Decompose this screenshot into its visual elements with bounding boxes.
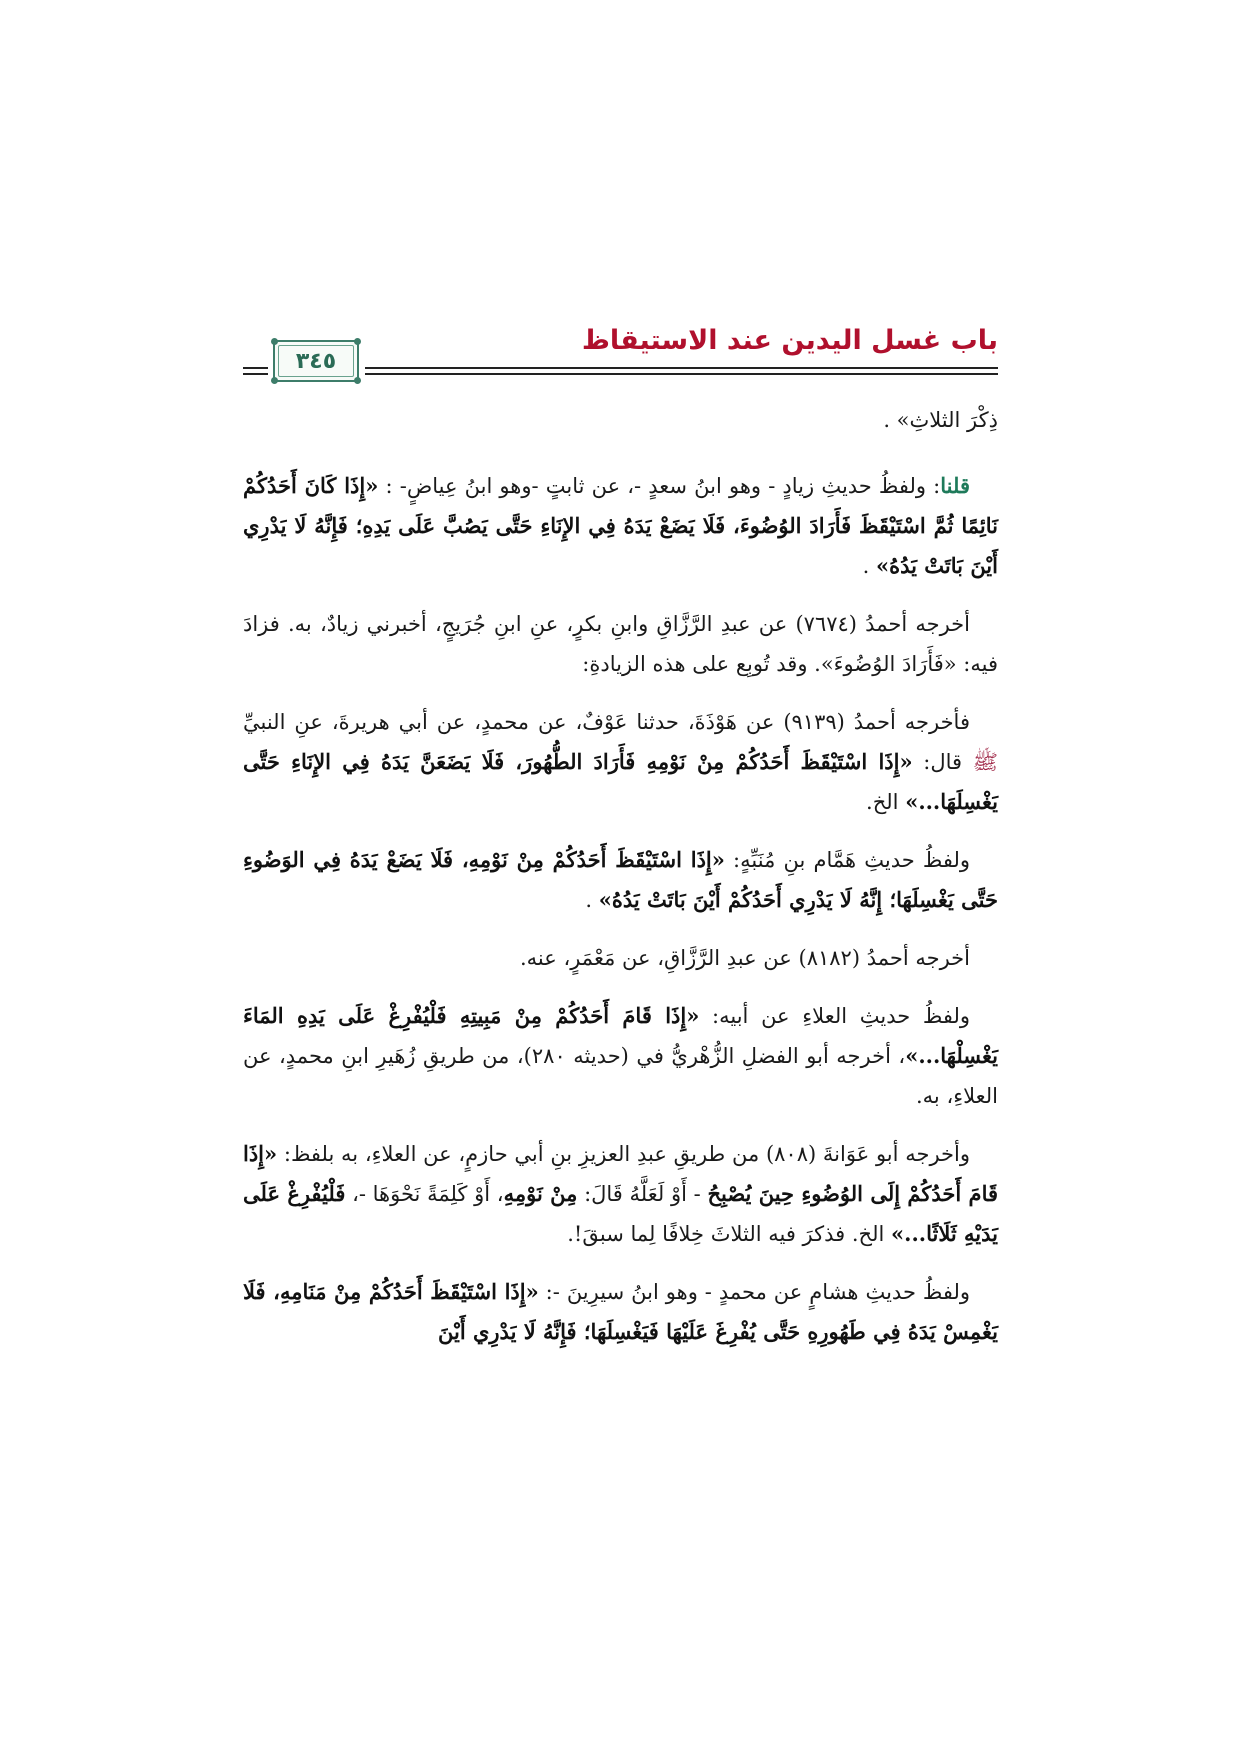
qulna-label: قلنا	[940, 473, 970, 498]
paragraph-text: .	[585, 888, 599, 912]
paragraph-text: أخرجه أحمدُ (٧٦٧٤) عن عبدِ الرَّزَّاقِ وابنِ بكرٍ، عنِ ابنِ جُرَيجٍ، أخبرني زيادٌ، به. فزادَ فيه: «فَأَرَادَ الوُضُوءَ». وقد تُوبِع على هذه الزيادةِ:	[243, 612, 998, 676]
page-header	[243, 325, 998, 375]
paragraph-text: ولفظُ حديثِ هَمَّام بنِ مُنَبِّهٍ:	[724, 848, 970, 872]
paragraph	[243, 702, 998, 822]
paragraph	[243, 996, 998, 1116]
paragraph	[243, 1134, 998, 1254]
paragraph-text: : ولفظُ حديثِ زيادٍ - وهو ابنُ سعدٍ -، عن ثابتٍ -وهو ابنُ عِياضٍ- :	[385, 474, 941, 498]
paragraph	[243, 1272, 998, 1352]
page-number-badge	[273, 340, 359, 382]
page-number: ٣٤٥	[295, 348, 337, 374]
ornament-corner-icon	[271, 377, 278, 384]
paragraph-text: ، أَوْ كَلِمَةً نَحْوَهَا -،	[345, 1182, 504, 1206]
hadith-quote: فَلْيُفْرِغْ عَلَى يَدَيْهِ ثَلَاثًا...»	[243, 1181, 998, 1246]
paragraph-text: أخرجه أحمدُ (٨١٨٢) عن عبدِ الرَّزَّاقِ، عن مَعْمَرٍ، عنه.	[519, 946, 970, 970]
ornament-corner-icon	[271, 338, 278, 345]
hadith-quote: «إِذَا كَانَ أَحَدُكُمْ نَائِمًا ثُمَّ اسْتَيْقَظَ فَأَرَادَ الوُضُوءَ، فَلَا يَضَعْ يَدَهُ فِي الإِنَاءِ حَتَّى يَصُبَّ عَلَى يَدِهِ؛ فَإِنَّهُ لَا يَدْرِي أَيْنَ بَاتَتْ يَدُهُ»	[243, 473, 998, 578]
paragraph	[243, 840, 998, 920]
paragraph	[243, 400, 998, 440]
paragraph	[243, 466, 998, 586]
paragraph-text: ، أخرجه أبو الفضلِ الزُّهْريُّ في (حديثه ٢٨٠)، من طريقِ زُهَيرِ ابنِ محمدٍ، عن العلاءِ، به.	[243, 1044, 998, 1108]
hadith-quote: «إِذَا اسْتَيْقَظَ أَحَدُكُمْ مِنْ نَوْمِهِ فَأَرَادَ الطُّهُورَ، فَلَا يَضَعَنَّ يَدَهُ فِي الإِنَاءِ حَتَّى يَغْسِلَهَا...»	[243, 749, 998, 814]
paragraph-text: .	[862, 554, 876, 578]
hadith-quote: «إِذَا قَامَ أَحَدُكُمْ مِنْ مَبِيتِهِ فَلْيُفْرِغْ عَلَى يَدِهِ المَاءَ يَغْسِلْهَا...»	[243, 1003, 999, 1068]
ornament-corner-icon	[354, 338, 361, 345]
paragraph-text: ولفظُ حديثِ العلاءِ عن أبيه:	[699, 1004, 970, 1028]
paragraph-text: الخ.	[866, 790, 906, 814]
hadith-quote: «إِذَا اسْتَيْقَظَ أَحَدُكُمْ مِنْ نَوْمِهِ، فَلَا يَضَعْ يَدَهُ فِي الوَضُوءِ حَتَّى يَغْسِلَهَا؛ إِنَّهُ لَا يَدْرِي أَحَدُكُمْ أَيْنَ بَاتَتْ يَدُهُ»	[243, 847, 998, 912]
paragraph-text: قال:	[912, 750, 973, 774]
salutation-glyph: ﷺ	[972, 750, 998, 774]
paragraph-text: الخ. فذكرَ فيه الثلاثَ خِلافًا لِما سبقَ!.	[567, 1222, 892, 1246]
paragraph-text: - أَوْ لَعَلَّهُ قَالَ:	[577, 1182, 708, 1206]
header-rule	[243, 367, 268, 369]
page-body	[243, 400, 998, 1370]
paragraph	[243, 938, 998, 978]
hadith-quote: مِنْ نَوْمِهِ	[503, 1181, 578, 1206]
ornament-corner-icon	[354, 377, 361, 384]
chapter-title: باب غسل اليدين عند الاستيقاظ	[581, 325, 998, 356]
paragraph-text: فأخرجه أحمدُ (٩١٣٩) عن هَوْذَةَ، حدثنا عَوْفٌ، عن محمدٍ، عن أبي هريرةَ، عنِ النبيِّ	[243, 710, 970, 734]
header-rule	[365, 367, 998, 369]
hadith-quote: «إِذَا اسْتَيْقَظَ أَحَدُكُمْ مِنْ مَنَامِهِ، فَلَا يَغْمِسْ يَدَهُ فِي طَهُورِهِ حَتَّى يُفْرِغَ عَلَيْهَا فَيَغْسِلَهَا؛ فَإِنَّهُ لَا يَدْرِي أَيْنَ	[243, 1279, 998, 1344]
paragraph	[243, 604, 998, 684]
paragraph-text: ذِكْرَ الثلاثِ» .	[883, 408, 998, 432]
header-rule	[243, 373, 268, 375]
header-rule	[365, 373, 998, 375]
paragraph-text: وأخرجه أبو عَوَانةَ (٨٠٨) من طريقِ عبدِ العزيزِ بنِ أبي حازمٍ، عن العلاءِ، به بلفظ:	[277, 1142, 970, 1166]
hadith-quote: «إِذَا قَامَ أَحَدُكُمْ إِلَى الوُضُوءِ حِينَ يُصْبِحُ	[243, 1141, 998, 1206]
paragraph-text: ولفظُ حديثِ هشامٍ عن محمدٍ - وهو ابنُ سيرِينَ -:	[538, 1280, 971, 1304]
